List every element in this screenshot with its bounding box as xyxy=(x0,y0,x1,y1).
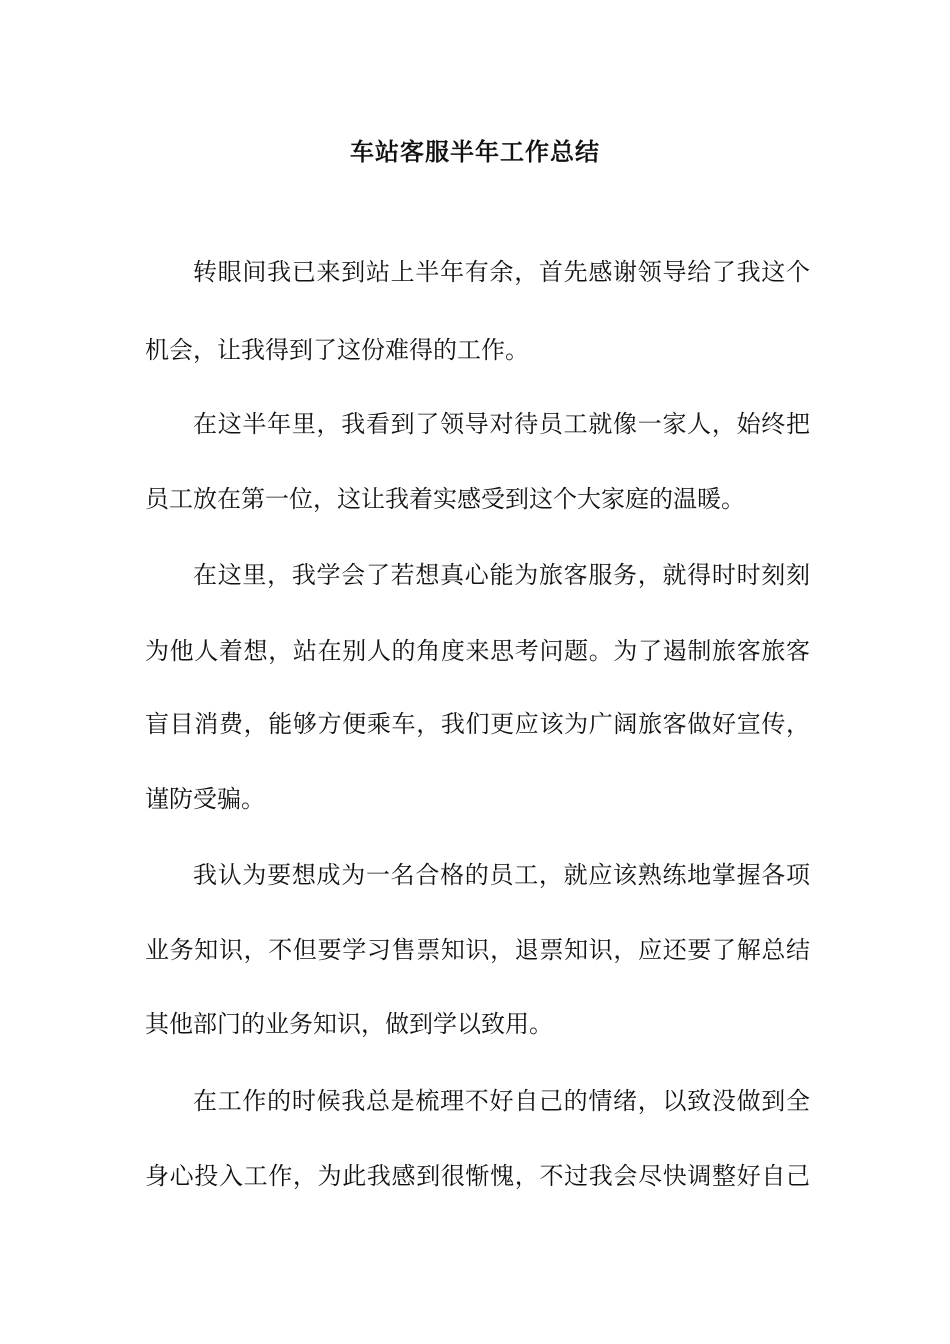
paragraph-3-line-4: 谨防受骗。 xyxy=(145,785,265,813)
paragraph-2-line-1: 在这半年里，我看到了领导对待员工就像一家人，始终把 xyxy=(193,410,810,438)
paragraph-1-line-1: 转眼间我已来到站上半年有余，首先感谢领导给了我这个 xyxy=(193,258,810,286)
paragraph-3-line-3: 盲目消费，能够方便乘车，我们更应该为广阔旅客做好宣传， xyxy=(145,710,810,738)
paragraph-2-line-2: 员工放在第一位，这让我着实感受到这个大家庭的温暖。 xyxy=(145,485,745,513)
paragraph-3-line-2: 为他人着想，站在别人的角度来思考问题。为了遏制旅客旅客 xyxy=(145,637,810,665)
paragraph-5-line-1: 在工作的时候我总是梳理不好自己的情绪，以致没做到全 xyxy=(193,1087,810,1115)
paragraph-5-line-2: 身心投入工作，为此我感到很惭愧，不过我会尽快调整好自己 xyxy=(145,1162,810,1190)
document-title: 车站客服半年工作总结 xyxy=(350,137,600,166)
paragraph-4-line-3: 其他部门的业务知识，做到学以致用。 xyxy=(145,1010,553,1038)
paragraph-4-line-1: 我认为要想成为一名合格的员工，就应该熟练地掌握各项 xyxy=(193,861,810,889)
paragraph-3-line-1: 在这里，我学会了若想真心能为旅客服务，就得时时刻刻 xyxy=(193,561,810,589)
paragraph-1-line-2: 机会，让我得到了这份难得的工作。 xyxy=(145,336,529,364)
paragraph-4-line-2: 业务知识，不但要学习售票知识，退票知识，应还要了解总结 xyxy=(145,936,810,964)
